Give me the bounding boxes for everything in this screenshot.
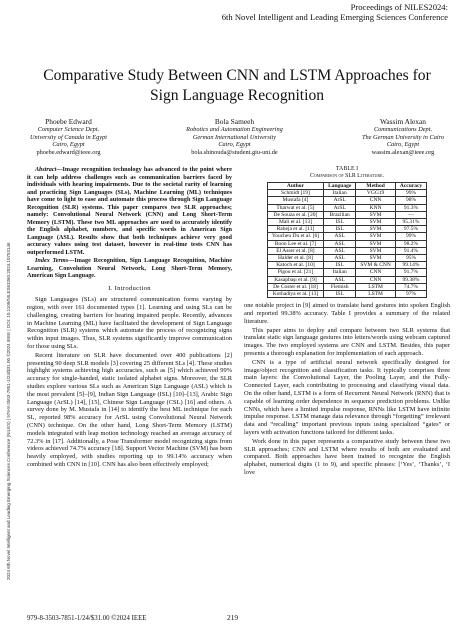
table-cell: 91.3% [395,204,426,211]
table-header-cell: Author [267,183,323,190]
right-paragraph-2: CNN is a type of artificial neural network specifically designed for image/object recognition and classification tasks. It typically comprises three main layers: the Convolutional Layer, the Pooling Layer, and the Fully-Connected Layer, each contributing to processing and classifying visual data. On the other hand, LSTM is a form of Recurrent Neural Network (RNN) that is capable of learning order dependence in sequence prediction problems. Unlike CNNs, which have a limited impulse response, RNNs like LSTM have infinite impulse response. LSTM manage data relevance through “forgetting” irrelevant data and “recalling” important previous inputs using specialized “gates” or layers with activation functions tailored for different tasks. [244,358,450,436]
table-cell: 91.7% [395,269,426,276]
side-citation-text: 2024 6th Novel Intelligent and Leading Emerging Sciences Conference (NILES) | 979-8-3503-7851-1/24/$31.00 ©2024 IEEE | DOI: 10.1109/NILES63360.2024.10753146 [6,242,11,580]
paper-title: Comparative Study Between CNN and LSTM Approaches for Sign Language Recognition [43,67,431,104]
table-cell: 97% [395,291,426,298]
table-cell: SVM [356,240,396,247]
page-number: 219 [227,613,239,622]
table-cell: 97.5% [395,226,426,233]
table-row [267,211,426,218]
table-cell: Pigou et al. [21] [267,269,323,276]
table-cell: SVM [356,211,396,218]
table-row [267,291,426,298]
table-row [267,226,426,233]
table-cell: 99% [395,233,426,240]
table-body [267,190,426,298]
table-row [267,276,426,283]
table-header-cell: Method [356,183,396,190]
author-name: Wassim Alexan [379,117,426,126]
side-citation-strip [6,160,14,580]
index-terms-label: Index Terms [35,257,69,264]
table-row [267,197,426,204]
table-cell: LSTM [356,291,396,298]
table-cell: 98% [395,197,426,204]
table-cell: Youcheu Du et al. [6] [267,233,323,240]
right-paragraph-0: one notable project in [9] aimed to translate hand gestures into spoken English and reported 99.38% accuracy. Table I provides a summary of the related literature. [244,302,450,325]
table-cell: Kasapbaşı et al. [9] [267,276,323,283]
table-cell: ASL [324,233,356,240]
table-cell: SVM [356,219,396,226]
intro-paragraph-2: Recent literature on SLR have documented over 400 publications [2] presenting 90 deep SLR models [3] covering 25 different SLs [4]. These studies highlight systems achieving high accuracies, such as [5] which achieved 99% accuracy for single-handed, static isolated alphabet signs. Moreover, the SLR studies explore various SLs such as American Sign Language (ASL) which is the most prevalent [5]–[9], Indian Sign Language (ISL) [10]–[13], Arabic Sign Language (ArSL) [14], [15], Chinese Sign Language (CSL) [16] and others. A survey done by M. Mustafa in [14] to identify the best ML technique for each SL, reported 98% accuracy for ArSL using Convolutional Neural Network (CNN) technique. On the other hand, Long Short-Term Memory (LSTM) models integrated with leap motion technology reached an average accuracy of 72.3% in [17]. Additionally, a Pose Transformer model recognizing signs from videos achieved 74.7% accuracy [18]. Support Vector Machine (SVM) has been heavily employed, with studies reporting up to 99.14% accuracy when combined with CNN in [10]. CNN has also been effectively employed; [27,351,232,469]
table-cell: CNN [356,276,396,283]
table-cell: 98.2% [395,240,426,247]
author-institution: The German University in Cairo [362,133,444,141]
table-cell: 95% [395,255,426,262]
table-cell: ISL [324,226,356,233]
author-institution: University of Canada in Egypt [30,133,107,141]
table-cell: Raheja et al. [11] [267,226,323,233]
table-cell: VGG19 [356,190,396,197]
table-cell: De Souza et al. [20] [267,211,323,218]
author-email: phoebe.edward@ieee.org [36,148,101,156]
author-3 [362,117,444,156]
right-column [244,166,450,478]
table-header-cell: Language [324,183,356,190]
author-1 [30,117,107,156]
table-cell: Mali et al. [13] [267,219,323,226]
conference-header-line2: 6th Novel Intelligent and Leading Emerging Sciences Conference [221,12,448,22]
author-institution: German International University [192,133,277,141]
table-cell: ISL [324,291,356,298]
table-cell: Mustafa [4] [267,197,323,204]
table-cell: ISL [324,262,356,269]
table-1 [244,166,450,298]
author-location: Cairo, Egypt [218,141,251,149]
author-location: Cairo, Egypt [386,141,420,149]
section-heading-introduction: I. Introduction [108,284,151,292]
table-cell: 91.4% [395,247,426,254]
table-cell: SVM [356,255,396,262]
right-paragraph-3: Work done in this paper represents a comparative study between these two SLR approaches; CNN and LSTM where results of both are evaluated and compared. Both approaches have been trained to recognize the English alphabet, numerical digits (1 to 9), and specific phrases: [‘Yes’, ‘Thanks’, ‘I love [244,437,450,476]
table-cell: El Asser et al. [8] [267,247,323,254]
table-cell: Italian [324,269,356,276]
table-row [267,240,426,247]
right-paragraph-1: This paper aims to deploy and compare between two SLR systems that translate static sign language gestures into letters/words using webcam captured images. The two employed systems are CNN and LSTM. Besides, this paper presents a thorough explanation for implementation of each approach. [244,326,450,358]
index-terms-text: —Image Recognition, Sign Language Recognition, Machine Learning, Convolution Neural Network, Long Short-Term Memory, American Sign Language. [27,257,232,279]
table-cell: SVM [356,233,396,240]
left-column [27,166,232,470]
table-row [267,190,426,197]
table-cell: De Coster et al. [18] [267,283,323,290]
table-cell: CNN [356,269,396,276]
abstract-text: —Image recognition technology has advanced to the point where it can help address challenges such as communication barriers faced by individuals with hearing impairments. Due to the societal rarity of learning and practicing Sign Languages (SLs), Machine Learning (ML) techniques have come to light to ease and automate this process through Sign Language Recognition (SLR) systems. This paper compares two SLR approaches; namely: Convolutional Neural Network (CNN) and Long Short-Term Memory (LSTM). These two ML approaches are used to accurately identify the English alphabet, numbers, and specific words in American Sign Language (ASL). Results show that both techniques achieve very good accuracy values using test dataset, however in real-time tests CNN has outperformed LSTM. [27,166,232,256]
table-row [267,233,426,240]
conference-header-line1: Proceedings of NILES2024: [350,2,448,12]
table-cell: Flemish [324,283,356,290]
slr-comparison-table [267,182,427,298]
author-2 [186,117,283,156]
abstract [27,166,232,256]
table-row [267,247,426,254]
table-cell: — [395,211,426,218]
table-cell: Schmidt [19] [267,190,323,197]
author-affiliation: Robotics and Automation Engineering [186,126,283,133]
table-cell: SVM [356,247,396,254]
table-cell: CNN [356,197,396,204]
table-cell: ASL [324,240,356,247]
table-cell: 99.14% [395,262,426,269]
table-cell: Halder et al. [8] [267,255,323,262]
author-affiliation: Computer Science Dept. [37,126,100,133]
table-cell: ASL [324,255,356,262]
author-block [30,117,444,156]
table-cell: ISL [324,219,356,226]
table-row [267,269,426,276]
author-name: Phoebe Edward [45,117,92,126]
table-row [267,219,426,226]
author-affiliation: Communications Dept. [373,126,433,133]
table-cell: 95.31% [395,219,426,226]
table-cell: ArSL [324,204,356,211]
author-email: wassim.alexan@ieee.org [371,148,435,156]
table-cell: ArSL [324,197,356,204]
table-cell: ASL [324,276,356,283]
table-cell: SVM [356,226,396,233]
conference-header [128,2,448,22]
table-cell: Brazilian [324,211,356,218]
table-cell: Katoch et al. [10] [267,262,323,269]
footer-copyright: 979-8-3503-7851-1/24/$31.00 ©2024 IEEE [27,615,147,622]
table-cell: 74.7% [395,283,426,290]
table-row [267,283,426,290]
table-row [267,255,426,262]
author-name: Bola Sameeh [214,117,255,126]
table-cell: KNN [356,204,396,211]
table-caption: Comparison of SLR Literature. [310,173,384,179]
table-cell: Kothadiya et al. [13] [267,291,323,298]
index-terms [27,257,232,280]
table-cell: Tharwat et al. [5] [267,204,323,211]
intro-paragraph-1: Sign Languages (SLs) are structured communication forms varying by region, with over 161 documented types [1]. Learning and using SLs can be challenging, creating barriers for hearing impaired people. Recently, advances in Machine Learning (ML) have facilitated the development of Sign Language Recognition (SLR) systems which automate the process of recognizing signs within input images. Thus, SLR systems significantly improve communication for those using SLs. [27,296,232,351]
table-header-cell: Accuracy [395,183,426,190]
table-cell: ASL [324,247,356,254]
abstract-label: Abstract [35,166,57,173]
author-location: Cairo, Egypt [52,141,85,149]
table-cell: SVM & CNN [356,262,396,269]
table-row [267,204,426,211]
table-row [267,262,426,269]
table-header-row [267,183,426,190]
table-cell: LSTM [356,283,396,290]
table-cell: 99.38% [395,276,426,283]
table-cell: 99% [395,190,426,197]
table-title: TABLE I [335,166,359,172]
table-cell: Italian [324,190,356,197]
author-email: bola.shinouda@student.giu-uni.de [191,148,278,156]
table-cell: Boon Lee et al. [7] [267,240,323,247]
